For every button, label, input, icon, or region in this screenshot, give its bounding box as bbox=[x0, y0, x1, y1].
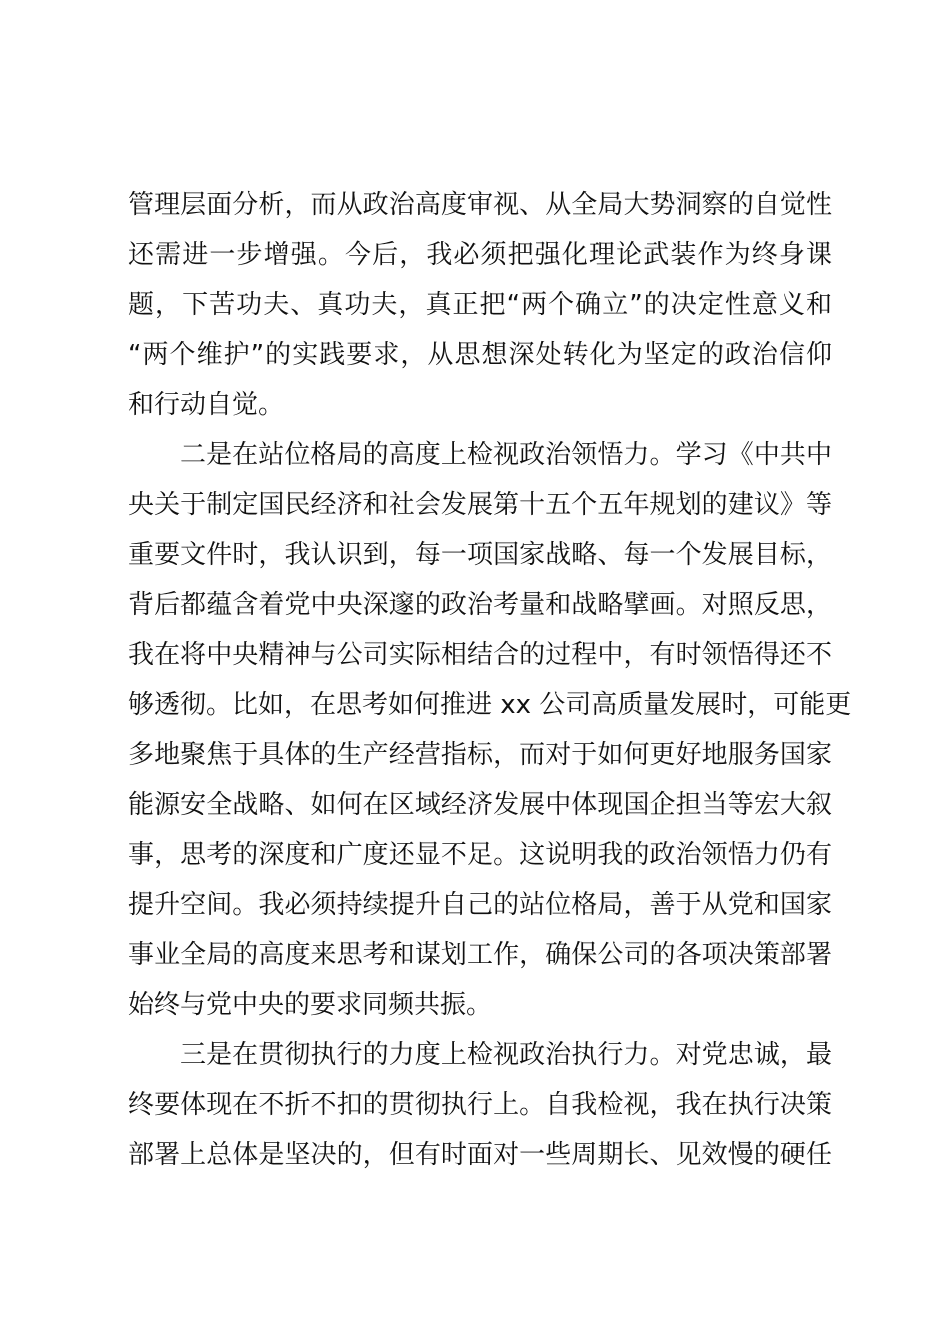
text-line: 央关于制定国民经济和社会发展第十五个五年规划的建议》等 bbox=[128, 490, 832, 520]
text-line: 能源安全战略、如何在区域经济发展中体现国企担当等宏大叙 bbox=[128, 790, 832, 820]
text-line: “两个维护”的实践要求，从思想深处转化为坚定的政治信仰 bbox=[128, 340, 832, 370]
text-line: 事业全局的高度来思考和谋划工作，确保公司的各项决策部署 bbox=[128, 940, 832, 970]
document-page bbox=[128, 187, 852, 1187]
paragraph-heading-line: 三是在贯彻执行的力度上检视政治执行力。对党忠诚，最 bbox=[180, 1040, 832, 1070]
text-line: 题，下苦功夫、真功夫，真正把“两个确立”的决定性意义和 bbox=[128, 290, 832, 320]
text-line: 始终与党中央的要求同频共振。 bbox=[128, 990, 493, 1020]
text-line: 管理层面分析，而从政治高度审视、从全局大势洞察的自觉性 bbox=[128, 190, 832, 220]
text-line: 够透彻。比如，在思考如何推进 xx 公司高质量发展时，可能更 bbox=[128, 690, 852, 720]
text-line: 多地聚焦于具体的生产经营指标，而对于如何更好地服务国家 bbox=[128, 740, 832, 770]
text-line: 事，思考的深度和广度还显不足。这说明我的政治领悟力仍有 bbox=[128, 840, 832, 870]
text-line: 我在将中央精神与公司实际相结合的过程中，有时领悟得还不 bbox=[128, 640, 832, 670]
text-line: 终要体现在不折不扣的贯彻执行上。自我检视，我在执行决策 bbox=[128, 1090, 832, 1120]
text-line: 和行动自觉。 bbox=[128, 390, 285, 420]
paragraph-heading-line: 二是在站位格局的高度上检视政治领悟力。学习《中共中 bbox=[180, 440, 832, 470]
text-line: 部署上总体是坚决的，但有时面对一些周期长、见效慢的硬任 bbox=[128, 1140, 832, 1170]
text-line: 背后都蕴含着党中央深邃的政治考量和战略擘画。对照反思， bbox=[128, 590, 832, 620]
text-line: 重要文件时，我认识到，每一项国家战略、每一个发展目标， bbox=[128, 540, 832, 570]
text-line: 还需进一步增强。今后，我必须把强化理论武装作为终身课 bbox=[128, 240, 832, 270]
text-line: 提升空间。我必须持续提升自己的站位格局，善于从党和国家 bbox=[128, 890, 832, 920]
